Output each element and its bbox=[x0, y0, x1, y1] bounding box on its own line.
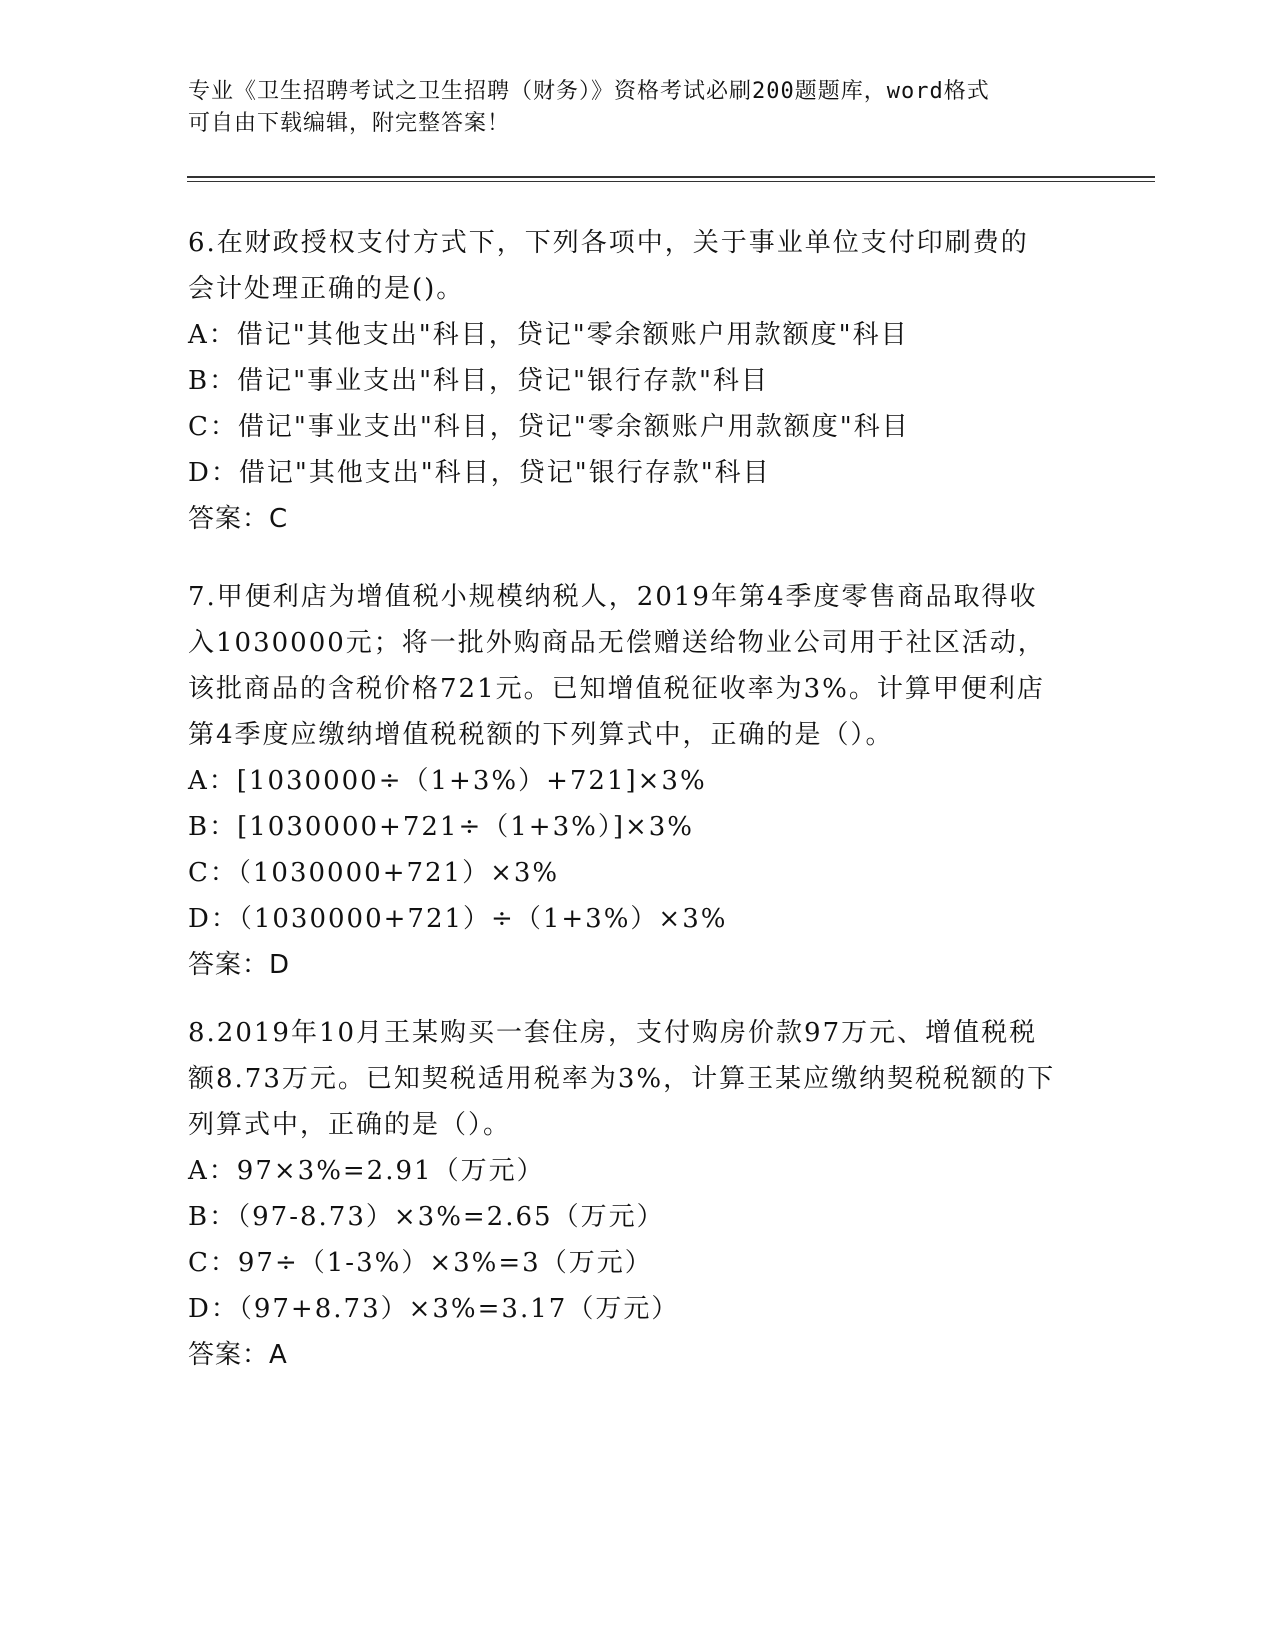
question-6 bbox=[188, 220, 1088, 542]
option-d: D：借记"其他支出"科目，贷记"银行存款"科目 bbox=[188, 458, 771, 488]
stem-line: 额8.73万元。已知契税适用税率为3%，计算王某应缴纳契税税额的下 bbox=[188, 1064, 1056, 1094]
question-stem bbox=[188, 574, 1088, 758]
option-c: C：（1030000+721）×3% bbox=[188, 858, 560, 888]
header-divider bbox=[187, 176, 1155, 182]
stem-line: 会计处理正确的是()。 bbox=[188, 274, 465, 304]
header-line-2: 可自由下载编辑，附完整答案！ bbox=[188, 111, 511, 136]
option-a: A：[1030000÷（1+3%）+721]×3% bbox=[188, 766, 707, 796]
question-7 bbox=[188, 574, 1088, 988]
question-stem bbox=[188, 1010, 1088, 1148]
stem-line: 该批商品的含税价格721元。已知增值税征收率为3%。计算甲便利店 bbox=[188, 674, 1045, 704]
option-d: D：（97+8.73）×3%=3.17（万元） bbox=[188, 1294, 680, 1324]
option-d: D：（1030000+721）÷（1+3%）×3% bbox=[188, 904, 728, 934]
option-c: C：97÷（1-3%）×3%=3（万元） bbox=[188, 1248, 653, 1278]
stem-line: 7.甲便利店为增值税小规模纳税人，2019年第4季度零售商品取得收 bbox=[188, 582, 1038, 612]
question-stem bbox=[188, 220, 1088, 312]
header-line-1: 专业《卫生招聘考试之卫生招聘（财务）》资格考试必刷200题题库，word格式 bbox=[188, 79, 990, 104]
stem-line: 8.2019年10月王某购买一套住房，支付购房价款97万元、增值税税 bbox=[188, 1018, 1038, 1048]
option-b: B：[1030000+721÷（1+3%）]×3% bbox=[188, 812, 694, 842]
answer: 答案：A bbox=[188, 1340, 288, 1370]
option-b: B：借记"事业支出"科目，贷记"银行存款"科目 bbox=[188, 366, 769, 396]
stem-line: 列算式中，正确的是（）。 bbox=[188, 1110, 512, 1140]
document-header bbox=[188, 76, 1088, 140]
stem-line: 第4季度应缴纳增值税税额的下列算式中，正确的是（）。 bbox=[188, 720, 894, 750]
answer: 答案：C bbox=[188, 504, 289, 534]
stem-line: 入1030000元；将一批外购商品无偿赠送给物业公司用于社区活动， bbox=[188, 628, 1046, 658]
option-c: C：借记"事业支出"科目，贷记"零余额账户用款额度"科目 bbox=[188, 412, 910, 442]
answer: 答案：D bbox=[188, 950, 291, 980]
stem-line: 6.在财政授权支付方式下，下列各项中，关于事业单位支付印刷费的 bbox=[188, 228, 1029, 258]
option-a: A：97×3%=2.91（万元） bbox=[188, 1156, 545, 1186]
option-a: A：借记"其他支出"科目，贷记"零余额账户用款额度"科目 bbox=[188, 320, 909, 350]
option-b: B：（97-8.73）×3%=2.65（万元） bbox=[188, 1202, 665, 1232]
question-8 bbox=[188, 1010, 1088, 1378]
